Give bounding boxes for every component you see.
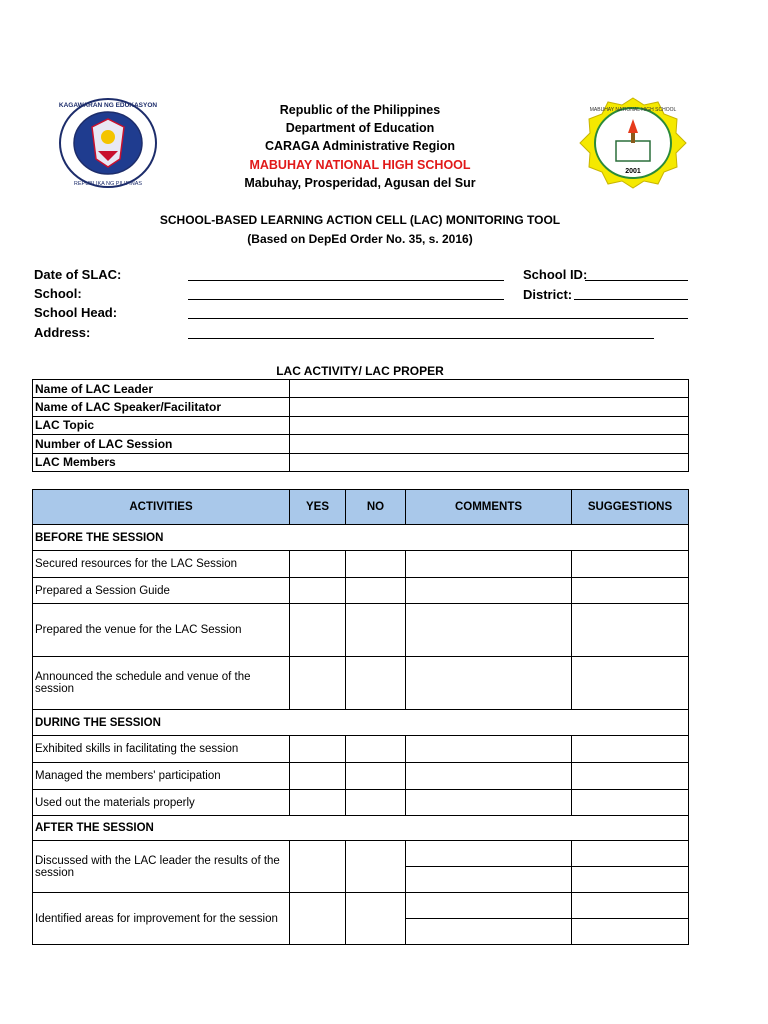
- school-label: School:: [34, 286, 82, 301]
- comments-cell[interactable]: [406, 736, 572, 763]
- school-head-label: School Head:: [34, 305, 118, 320]
- activity-label: Secured resources for the LAC Session: [33, 551, 290, 578]
- lac-members-value[interactable]: [290, 453, 689, 471]
- suggestions-cell[interactable]: [572, 736, 689, 763]
- address-label: Address:: [34, 325, 91, 340]
- activity-label: Prepared a Session Guide: [33, 578, 290, 604]
- school-name: MABUHAY NATIONAL HIGH SCHOOL: [249, 158, 471, 172]
- header-comments: COMMENTS: [406, 490, 572, 525]
- table-row: [33, 435, 689, 453]
- activity-label: Discussed with the LAC leader the results of the session: [33, 841, 290, 893]
- activity-label: Announced the schedule and venue of the session: [33, 657, 290, 710]
- no-cell[interactable]: [346, 604, 406, 657]
- table-row: [33, 416, 689, 434]
- comments-cell[interactable]: [406, 790, 572, 816]
- no-cell[interactable]: [346, 657, 406, 710]
- lac-members-label: LAC Members: [33, 453, 290, 471]
- table-row: [33, 380, 689, 398]
- comments-cell[interactable]: [406, 893, 572, 919]
- school-address: Mabuhay, Prosperidad, Agusan del Sur: [244, 176, 476, 190]
- lac-leader-value[interactable]: [290, 380, 689, 398]
- svg-text:KAGAWARAN NG EDUKASYON: KAGAWARAN NG EDUKASYON: [58, 102, 158, 109]
- activity-label: Used out the materials properly: [33, 790, 290, 816]
- header-activities: ACTIVITIES: [33, 490, 290, 525]
- header-suggestions: SUGGESTIONS: [572, 490, 689, 525]
- header-no: NO: [346, 490, 406, 525]
- no-cell[interactable]: [346, 790, 406, 816]
- section-row: [33, 710, 689, 736]
- table-header-row: [33, 490, 689, 525]
- no-cell[interactable]: [346, 841, 406, 893]
- svg-text:REPUBLIKA NG PILIPINAS: REPUBLIKA NG PILIPINAS: [73, 181, 143, 187]
- lac-speaker-label: Name of LAC Speaker/Facilitator: [33, 398, 290, 416]
- lac-info-table: [32, 379, 689, 472]
- suggestions-cell[interactable]: [572, 867, 689, 893]
- yes-cell[interactable]: [290, 551, 346, 578]
- comments-cell[interactable]: [406, 841, 572, 867]
- yes-cell[interactable]: [290, 763, 346, 790]
- comments-cell[interactable]: [406, 867, 572, 893]
- activity-label: Managed the members' participation: [33, 763, 290, 790]
- section-row: [33, 525, 689, 551]
- comments-cell[interactable]: [406, 919, 572, 945]
- school-id-label: School ID:: [523, 267, 588, 282]
- no-cell[interactable]: [346, 551, 406, 578]
- form-title: SCHOOL-BASED LEARNING ACTION CELL (LAC) MONITORING TOOL: [159, 213, 561, 227]
- table-row: [33, 551, 689, 578]
- yes-cell[interactable]: [290, 657, 346, 710]
- table-row: [33, 841, 689, 867]
- header-yes: YES: [290, 490, 346, 525]
- after-session-title: AFTER THE SESSION: [33, 816, 689, 841]
- yes-cell[interactable]: [290, 893, 346, 945]
- no-cell[interactable]: [346, 763, 406, 790]
- suggestions-cell[interactable]: [572, 578, 689, 604]
- table-row: [33, 578, 689, 604]
- section-row: [33, 816, 689, 841]
- activity-label: Prepared the venue for the LAC Session: [33, 604, 290, 657]
- lac-activity-heading: LAC ACTIVITY/ LAC PROPER: [276, 364, 444, 378]
- no-cell[interactable]: [346, 736, 406, 763]
- activity-label: Identified areas for improvement for the session: [33, 893, 290, 945]
- comments-cell[interactable]: [406, 604, 572, 657]
- date-label: Date of SLAC:: [34, 267, 122, 282]
- before-session-title: BEFORE THE SESSION: [33, 525, 689, 551]
- yes-cell[interactable]: [290, 841, 346, 893]
- yes-cell[interactable]: [290, 736, 346, 763]
- table-row: [33, 790, 689, 816]
- table-row: [33, 604, 689, 657]
- svg-text:MABUHAY NATIONAL HIGH SCHOOL: MABUHAY NATIONAL HIGH SCHOOL: [589, 107, 677, 113]
- suggestions-cell[interactable]: [572, 604, 689, 657]
- svg-text:2001: 2001: [625, 168, 641, 175]
- no-cell[interactable]: [346, 893, 406, 945]
- lac-session-number-label: Number of LAC Session: [33, 435, 290, 453]
- comments-cell[interactable]: [406, 578, 572, 604]
- activity-label: Exhibited skills in facilitating the session: [33, 736, 290, 763]
- table-row: [33, 893, 689, 919]
- lac-session-number-value[interactable]: [290, 435, 689, 453]
- suggestions-cell[interactable]: [572, 790, 689, 816]
- lac-topic-value[interactable]: [290, 416, 689, 434]
- table-row: [33, 763, 689, 790]
- no-cell[interactable]: [346, 578, 406, 604]
- suggestions-cell[interactable]: [572, 841, 689, 867]
- monitoring-table: [32, 489, 689, 945]
- suggestions-cell[interactable]: [572, 893, 689, 919]
- school-field[interactable]: [188, 299, 504, 300]
- suggestions-cell[interactable]: [572, 657, 689, 710]
- yes-cell[interactable]: [290, 578, 346, 604]
- comments-cell[interactable]: [406, 657, 572, 710]
- table-row: [33, 736, 689, 763]
- address-field[interactable]: [188, 338, 654, 339]
- district-field[interactable]: [574, 299, 688, 300]
- table-row: [33, 657, 689, 710]
- suggestions-cell[interactable]: [572, 919, 689, 945]
- header-line3: CARAGA Administrative Region: [264, 139, 456, 153]
- during-session-title: DURING THE SESSION: [33, 710, 689, 736]
- yes-cell[interactable]: [290, 790, 346, 816]
- school-id-field[interactable]: [585, 280, 688, 281]
- yes-cell[interactable]: [290, 604, 346, 657]
- header-line2: Department of Education: [285, 121, 435, 135]
- lac-topic-label: LAC Topic: [33, 416, 290, 434]
- suggestions-cell[interactable]: [572, 551, 689, 578]
- lac-speaker-value[interactable]: [290, 398, 689, 416]
- table-row: [33, 398, 689, 416]
- lac-leader-label: Name of LAC Leader: [33, 380, 290, 398]
- header-line1: Republic of the Philippines: [279, 103, 441, 117]
- comments-cell[interactable]: [406, 551, 572, 578]
- comments-cell[interactable]: [406, 763, 572, 790]
- school-head-field[interactable]: [188, 318, 688, 319]
- date-field[interactable]: [188, 280, 504, 281]
- district-label: District:: [523, 287, 573, 302]
- form-subtitle: (Based on DepEd Order No. 35, s. 2016): [247, 232, 473, 246]
- table-row: [33, 453, 689, 471]
- suggestions-cell[interactable]: [572, 763, 689, 790]
